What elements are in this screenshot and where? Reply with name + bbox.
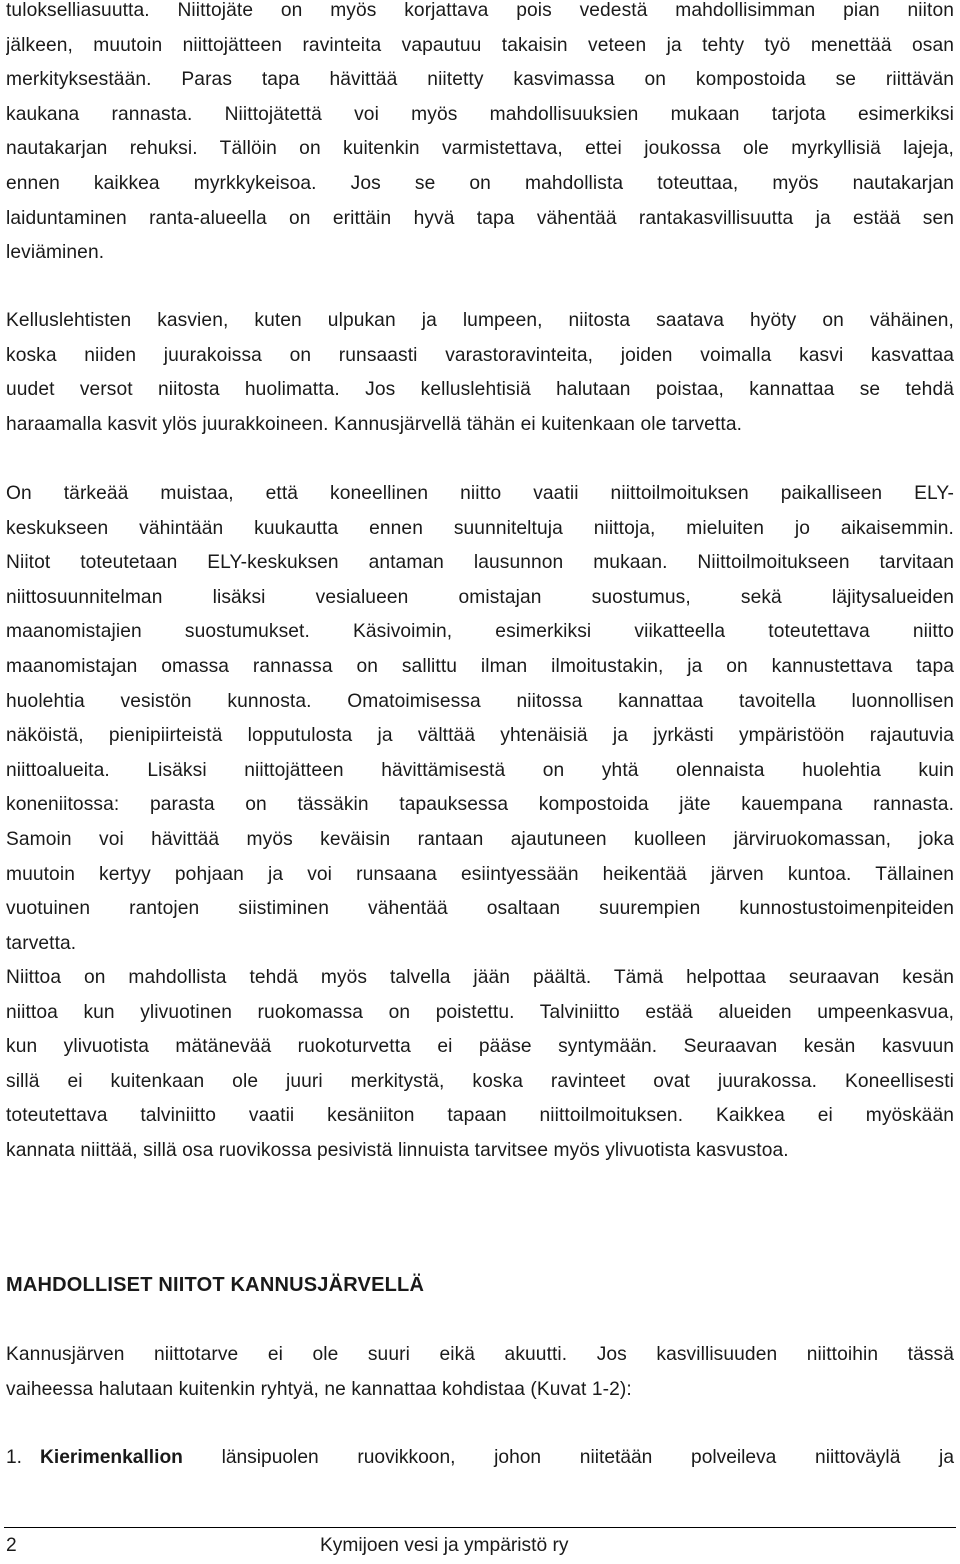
text-line: Niittoa on mahdollista tehdä myös talvella jään päältä. Tämä helpottaa seuraavan kesän <box>6 967 954 988</box>
list-item-bold-term: Kierimenkallion <box>40 1447 183 1468</box>
text-line: keskukseen vähintään kuukautta ennen suunniteltuja niittoja, mieluiten jo aikaisemmin. <box>6 517 954 539</box>
paragraph-5 <box>6 1338 954 1407</box>
text-line: haraamalla kasvit ylös juurakkoineen. Kannusjärvellä tähän ei kuitenkaan ole tarvetta. <box>6 413 743 435</box>
paragraph-1 <box>6 0 954 271</box>
paragraph-2 <box>6 304 954 442</box>
paragraph-3 <box>6 477 954 961</box>
text-line: koneniitossa: parasta on tässäkin tapauksessa kompostoida jäte kauempana rannasta. <box>6 794 954 816</box>
text-line: tulokselliasuutta. Niittojäte on myös korjattava pois vedestä mahdollisimman pian niiton <box>6 0 954 21</box>
list-item-number: 1. <box>6 1447 23 1468</box>
text-line: niittoa kun ylivuotinen ruokomassa on poistettu. Talviniitto estää alueiden umpeenkasvua, <box>6 1001 954 1023</box>
text-line: maanomistajan omassa rannassa on sallittu ilman ilmoitustakin, ja on kannustettava tapa <box>6 655 954 677</box>
text-line: muutoin kertyy pohjaan ja voi runsaana esiintyessään heikentää järven kuntoa. Tällainen <box>6 863 954 885</box>
text-line: vuotuinen rantojen siistiminen vähentää osaltaan suurempien kunnostustoimenpiteiden <box>6 898 954 920</box>
text-line: Samoin voi hävittää myös keväisin rantaan ajautuneen kuolleen järviruokomassan, joka <box>6 828 954 850</box>
text-line: niittoalueita. Lisäksi niittojätteen hävittämisestä on yhtä olennaista huolehtia kuin <box>6 759 954 781</box>
text-line: koska niiden juurakoissa on runsaasti varastoravinteita, joiden voimalla kasvi kasvattaa <box>6 344 954 366</box>
paragraph-4 <box>6 961 954 1169</box>
text-line: tarvetta. <box>6 932 77 954</box>
text-line: jälkeen, muutoin niittojätteen ravinteita vapautuu takaisin veteen ja tehty työ menettää osan <box>6 34 954 56</box>
list-item <box>6 1441 954 1476</box>
text-line: On tärkeää muistaa, että koneellinen niitto vaatii niittoilmoituksen paikalliseen ELY- <box>6 483 954 504</box>
text-line: sillä ei kuitenkaan ole juuri merkitystä, koska ravinteet ovat juurakossa. Koneellisesti <box>6 1070 954 1092</box>
text-line: huolehtia vesistön kunnosta. Omatoimisessa niitossa kannattaa tavoitella luonnollisen <box>6 690 954 712</box>
text-line: nautakarjan rehuksi. Tällöin on kuitenkin varmistettava, ettei joukossa ole myrkyllisiä lajeja, <box>6 138 954 160</box>
text-line: toteutettava talviniitto vaatii kesäniiton tapaan niittoilmoituksen. Kaikkea ei myöskään <box>6 1105 954 1127</box>
text-line: näköistä, pienipiirteistä lopputulosta ja välttää yhtenäisiä ja jyrkästi ympäristöön rajautuvia <box>6 725 954 747</box>
text-line: Kannusjärven niittotarve ei ole suuri eikä akuutti. Jos kasvillisuuden niittoihin tässä <box>6 1344 954 1365</box>
text-line: Kelluslehtisten kasvien, kuten ulpukan ja lumpeen, niitosta saatava hyöty on vähäinen, <box>6 310 954 331</box>
footer-organization: Kymijoen vesi ja ympäristö ry <box>320 1535 569 1556</box>
text-line: niittosuunnitelman lisäksi vesialueen omistajan suostumus, sekä läjitysalueiden <box>6 586 954 608</box>
footer-divider <box>4 1527 956 1528</box>
text-line: uudet versot niitosta huolimatta. Jos kelluslehtisiä halutaan poistaa, kannattaa se tehdä <box>6 379 954 401</box>
text-line: kaukana rannasta. Niittojätettä voi myös mahdollisuuksien mukaan tarjota esimerkiksi <box>6 103 954 125</box>
text-line: kannata niittää, sillä osa ruovikossa pesivistä linnuista tarvitsee myös ylivuotista kasvustoa. <box>6 1139 789 1161</box>
text-line: vaiheessa halutaan kuitenkin ryhtyä, ne kannattaa kohdistaa (Kuvat 1-2): <box>6 1378 632 1400</box>
footer-page-number: 2 <box>6 1535 17 1556</box>
text-line: maanomistajien suostumukset. Käsivoimin, esimerkiksi viikatteella toteutettava niitto <box>6 621 954 643</box>
text-line: merkityksestään. Paras tapa hävittää niitetty kasvimassa on kompostoida se riittävän <box>6 69 954 91</box>
text-line: leviäminen. <box>6 242 105 264</box>
list-item-rest: länsipuolen ruovikkoon, johon niitetään polveileva niittoväylä ja <box>182 1447 954 1468</box>
text-line: Niitot toteutetaan ELY-keskuksen antaman lausunnon mukaan. Niittoilmoitukseen tarvitaan <box>6 552 954 574</box>
text-line: laiduntaminen ranta-alueella on erittäin hyvä tapa vähentää rantakasvillisuutta ja estää sen <box>6 207 954 229</box>
text-line: ennen kaikkea myrkkykeisoa. Jos se on mahdollista toteuttaa, myös nautakarjan <box>6 172 954 194</box>
list-item-text <box>40 1441 954 1476</box>
section-heading: MAHDOLLISET NIITOT KANNUSJÄRVELLÄ <box>6 1274 425 1296</box>
text-line: kun ylivuotista mätänevää ruokoturvetta ei pääse syntymään. Seuraavan kesän kasvuun <box>6 1036 954 1058</box>
